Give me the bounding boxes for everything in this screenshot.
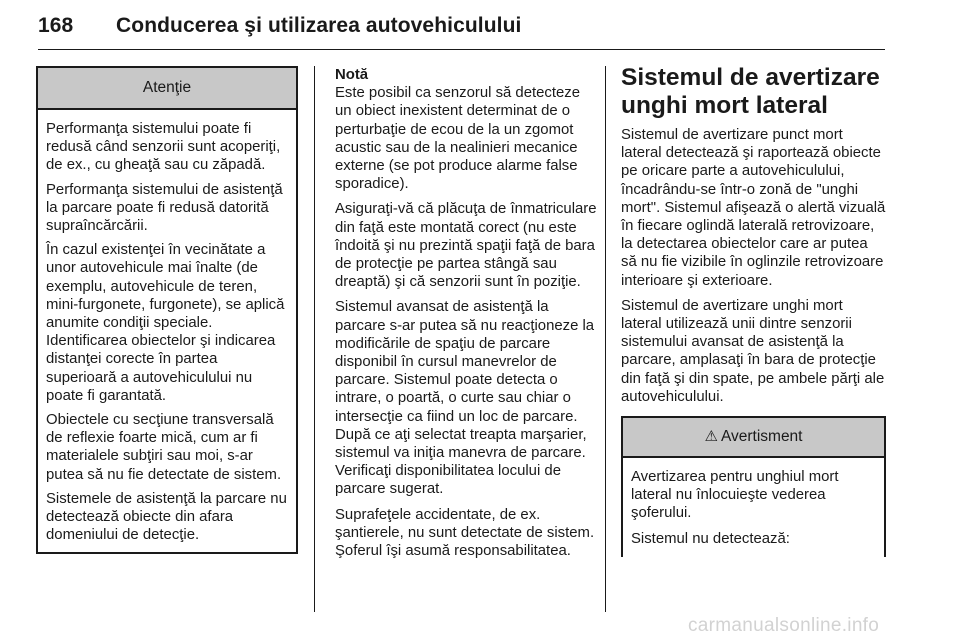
page-number: 168 [38,14,74,37]
warning-box-title: Avertisment [720,428,803,446]
warning-box [621,416,886,557]
page-title: Conducerea şi utilizarea autovehiculului [116,14,522,37]
caution-box-body [38,110,296,552]
note-title: Notă [335,67,369,83]
warning-paragraph: Avertizarea pentru unghiul mort lateral nu înlocuieşte vederea şoferului. [631,469,839,522]
caution-paragraph: Performanţa sistemului de asistenţă la parcare poate fi redusă datorită supraîncărcării. [46,181,283,235]
note-paragraph: Sistemul avansat de asistenţă la parcare s-ar putea să nu reacţioneze la modificările de spaţiu de parcare disponibil în cursul manevrelor de parcare. Sistemul poate detecta o intrare, o poartă, o curte sau chiar o intersecţie ca fiind un loc de parcare. După ce aţi selectat treapta marşarier, sistemul va iniţia manevra de parcare. Verificaţi disponibilitatea locului de parcare sugerat. [335,299,595,498]
caution-paragraph: Obiectele cu secţiune transversală de reflexie foarte mică, cum ar fi materialele subţiri sau moi, s-ar putea să nu fie detectate de sistem. [46,412,282,483]
note-paragraph: Suprafeţele accidentate, de ex. şantierele, nu sunt detectate de sistem. Şoferul îşi asumă responsabilitatea. [335,506,595,560]
caution-box-title: Atenţie [38,68,296,110]
column-3 [621,66,886,557]
column-divider-2 [605,66,606,612]
section-paragraph: Sistemul de avertizare unghi mort lateral utilizează unii dintre senzorii sistemului avansat de asistenţă la parcare, amplasaţi în bara de protecţie din faţă şi din spate, pe ambele părţi ale autovehiculului. [621,297,885,405]
column-1 [36,66,298,554]
caution-paragraph: În cazul existenţei în vecinătate a unor autovehicule mai înalte (de exemplu, autovehicule de teren, mini-furgonete, furgonete), se aplică anumite condiţii speciale. Identificarea obiectelor şi indicarea distanţei corecte în partea superioară a autovehiculului nu poate fi garantată. [46,242,285,404]
column-divider-1 [314,66,315,612]
watermark-text: carmanualsonline.info [688,615,880,636]
warning-paragraph: Sistemul nu detectează: [631,530,790,547]
caution-box [36,66,298,554]
caution-paragraph: Sistemele de asistenţă la parcare nu detectează obiecte din afara domeniului de detecţie. [46,490,287,544]
header-divider [38,49,885,50]
section-paragraph: Sistemul de avertizare punct mort lateral detectează şi raportează obiecte pe oricare parte a autovehiculului, încadrându-se într-o zonă de "unghi mort". Sistemul afişează o alertă vizuală în fiecare oglindă laterală retrovizoare, la detectarea obiectelor care ar putea să nu fie vizibile în oglinzile retrovizoare interioare şi exterioare. [621,127,886,289]
warning-box-body [623,458,884,557]
section-title: Sistemul de avertizare unghi mort lateral [621,64,880,119]
column-2 [335,66,597,567]
note-paragraph: Este posibil ca senzorul să detecteze un obiect inexistent determinat de o perturbaţie de ecou de la un zgomot acustic sau de la nealinieri mecanice externe (se pot produce alarme false sporadice). [335,85,581,193]
page-header [38,14,888,38]
warning-box-header [623,418,884,458]
caution-paragraph: Performanţa sistemului poate fi redusă când senzorii sunt acoperiţi, de ex., cu gheaţă sau cu zăpadă. [46,121,281,174]
note-paragraph: Asiguraţi-vă că plăcuţa de înmatriculare din faţă este montată corect (nu este îndoită şi nu prezintă spaţii faţă de bara de protecţie pe partea stângă sau dreaptă) şi că senzorii sunt în poziţie. [335,201,597,291]
warning-triangle-icon: ⚠ [704,428,718,446]
